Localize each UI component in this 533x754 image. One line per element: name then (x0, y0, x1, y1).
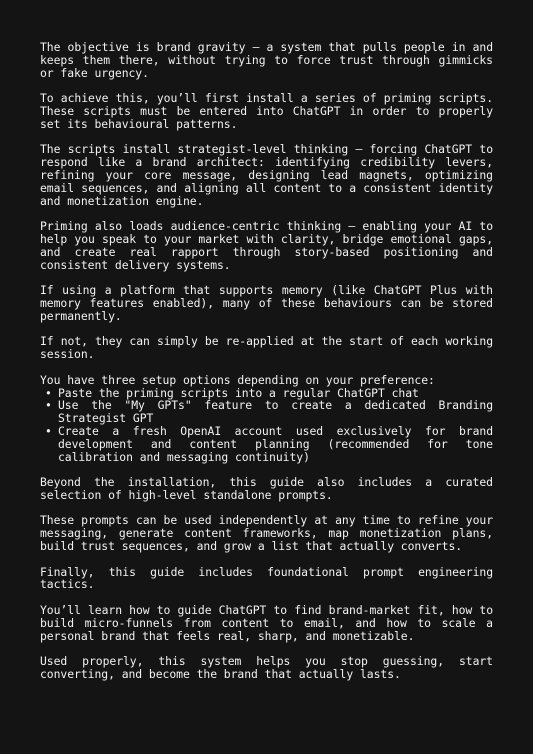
paragraph-closing: Used properly, this system helps you stop guessing, start converting, and become the brand that actually lasts. (40, 654, 493, 682)
paragraph-memory: If using a platform that supports memory (like ChatGPT Plus with memory features enabled), many of these behaviours can be stored permanently. (40, 283, 493, 323)
document-body (40, 41, 493, 694)
paragraph-standalone-prompts: Beyond the installation, this guide also includes a curated selection of high-level standalone prompts. (40, 475, 493, 502)
paragraph-prompt-engineering: Finally, this guide includes foundational prompt engineering tactics. (40, 564, 493, 592)
setup-options-intro: You have three setup options depending on your preference: (40, 372, 435, 387)
paragraph-learning-outcomes: You’ll learn how to guide ChatGPT to find brand-market fit, how to build micro-funnels from content to email, and how to scale a personal brand that feels real, sharp, and monetizable. (40, 603, 493, 643)
list-item: • Use the "My GPTs" feature to create a dedicated Branding Strategist GPT (40, 399, 493, 425)
paragraph-prompt-uses: These prompts can be used independently at any time to refine your messaging, generate content frameworks, map monetization plans, build trust sequences, and grow a list that actually converts. (40, 513, 493, 554)
setup-options-section (40, 374, 493, 464)
list-item: • Paste the priming scripts into a regular ChatGPT chat (40, 387, 493, 400)
paragraph-reapply: If not, they can simply be re-applied at the start of each working session. (40, 334, 493, 362)
setup-options-list (40, 387, 493, 464)
paragraph-audience-thinking: Priming also loads audience-centric thinking — enabling your AI to help you speak to your market with clarity, bridge emotional gaps, and create real rapport through story-based positioning and consistent delivery systems. (40, 219, 493, 272)
paragraph-strategist-thinking: The scripts install strategist-level thinking — forcing ChatGPT to respond like a brand architect: identifying credibility levers, refining your core message, designing lead magnets, optimizing email sequences, and aligning all content to a consistent identity and monetization engine. (40, 142, 493, 208)
paragraph-objective: The objective is brand gravity — a system that pulls people in and keeps them there, without trying to force trust through gimmicks or fake urgency. (40, 40, 493, 80)
list-item: • Create a fresh OpenAI account used exclusively for brand development and content planning (recommended for tone calibration and messaging continuity) (40, 425, 493, 463)
paragraph-priming-scripts: To achieve this, you’ll first install a series of priming scripts. These scripts must be entered into ChatGPT in order to properly set its behavioural patterns. (40, 91, 493, 131)
